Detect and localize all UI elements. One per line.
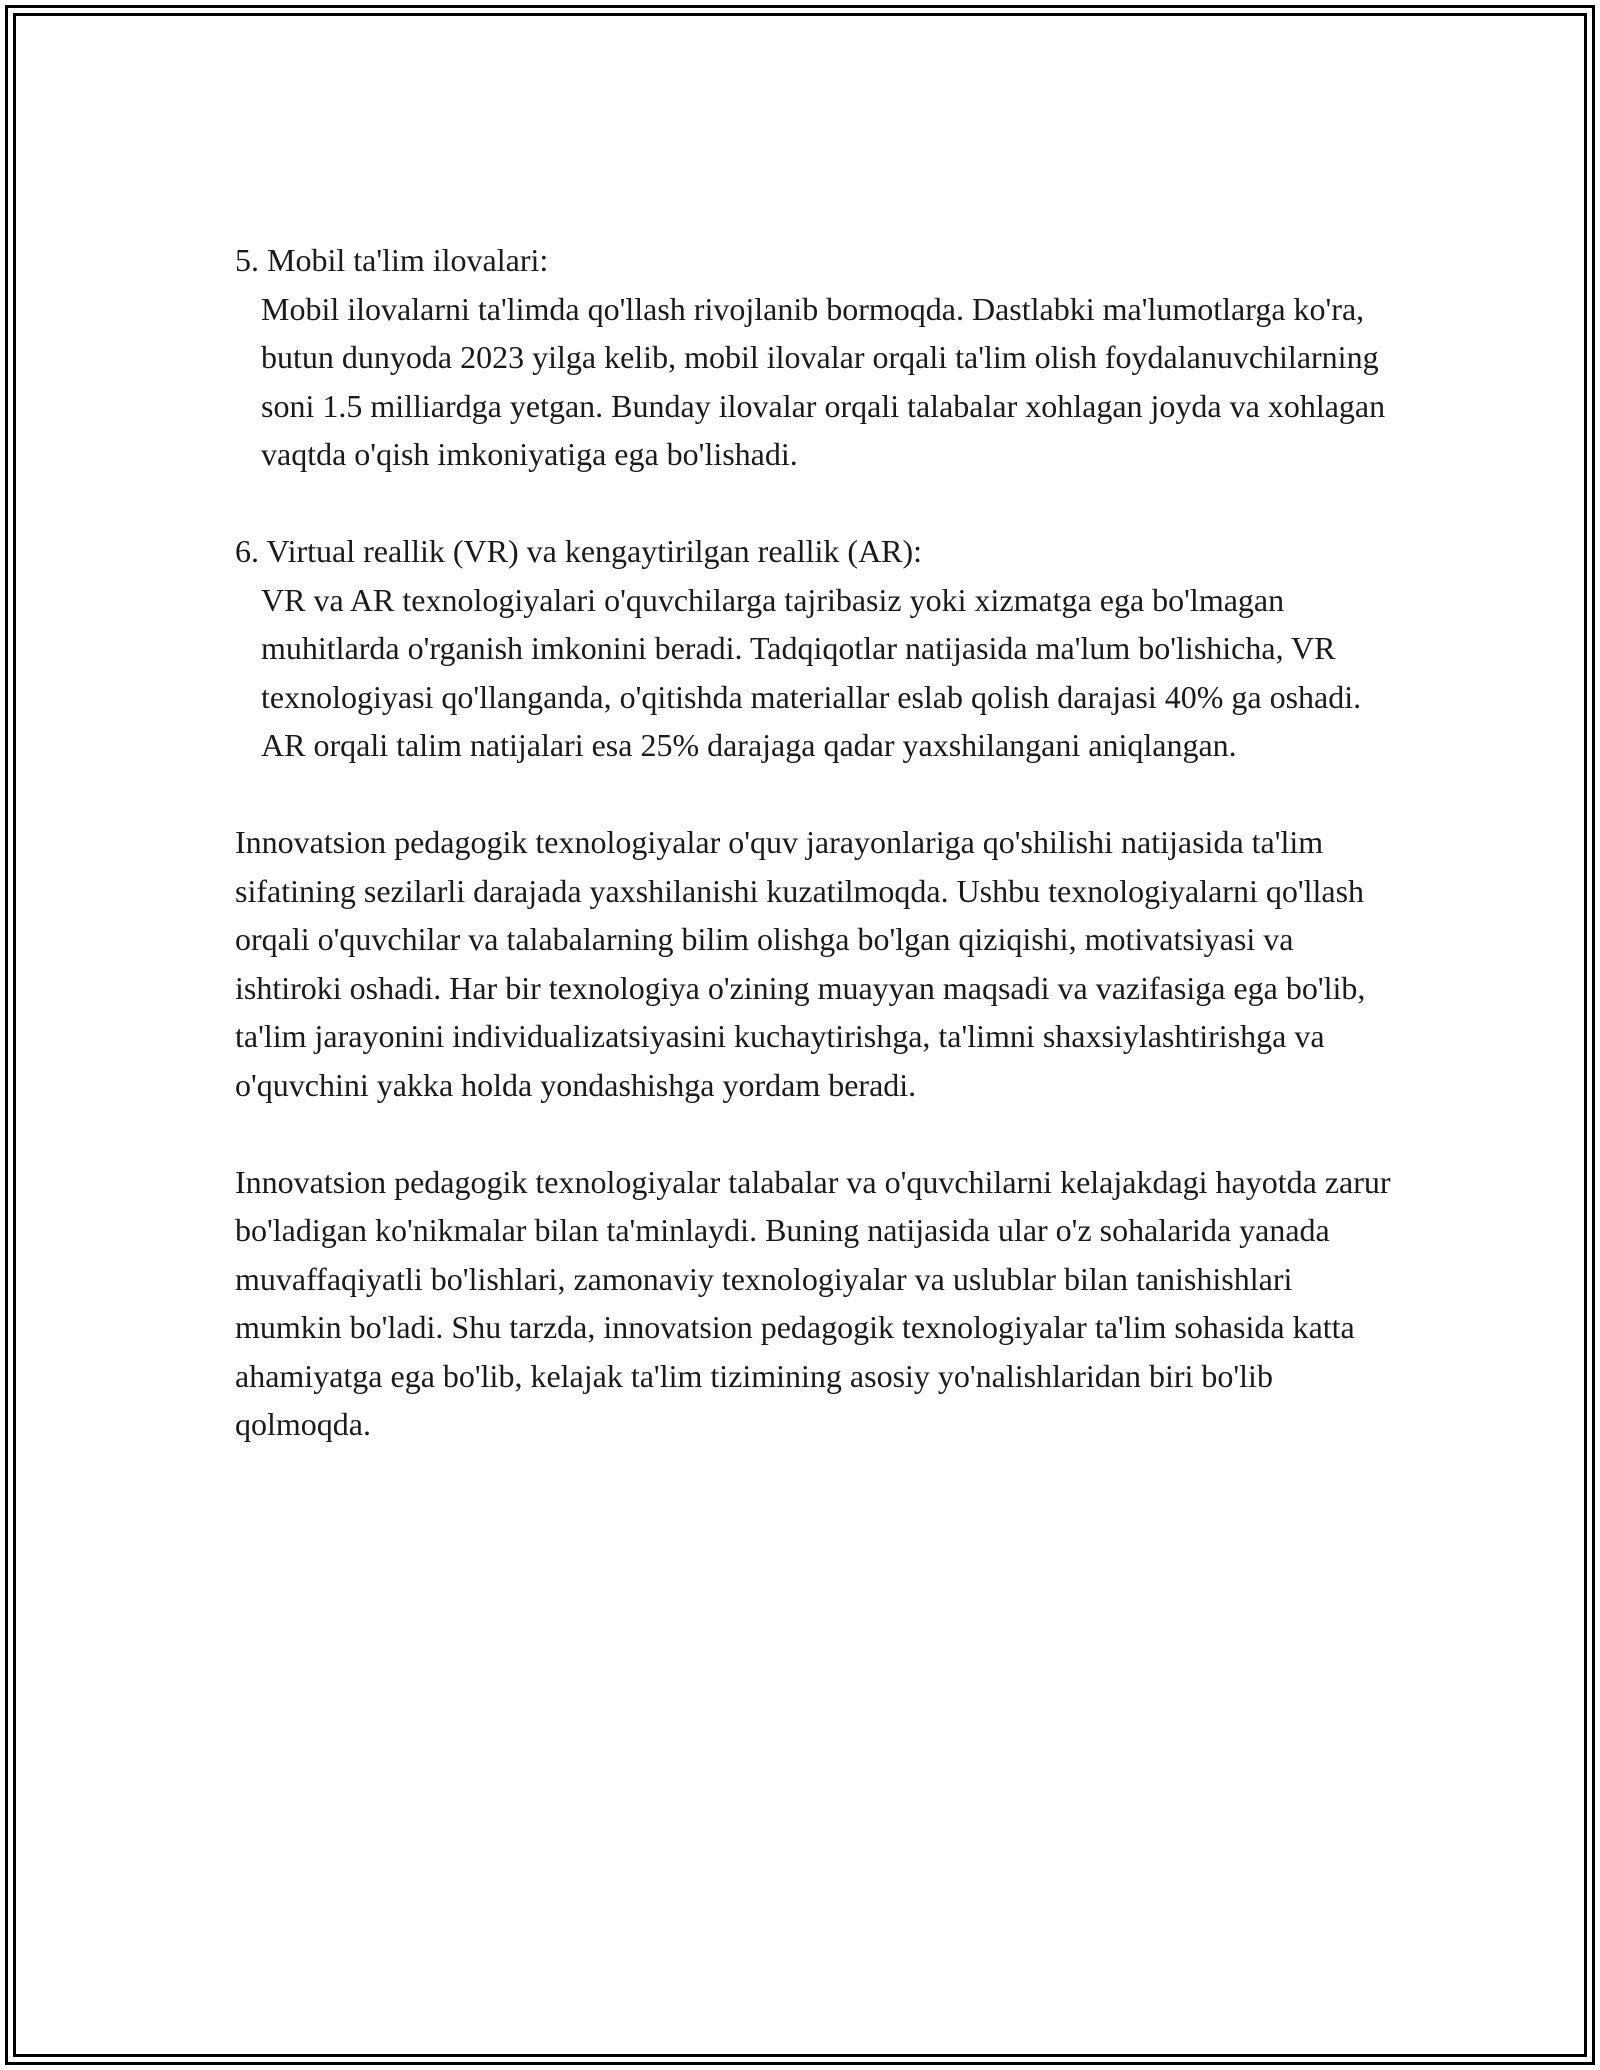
paragraph-innovation-future <box>235 1158 1395 1449</box>
section-mobile-learning <box>235 236 1395 479</box>
paragraph-innovation-quality <box>235 818 1395 1109</box>
paragraph: Innovatsion pedagogik texnologiyalar talabalar va o'quvchilarni kelajakdagi hayotda zarur bo'ladigan ko'nikmalar bilan ta'minlaydi. Buning natijasida ular o'z sohalarida yanada muvaffaqiyatli bo'lishlari, zamonaviy texnologiyalar va uslublar bilan tanishishlari mumkin bo'ladi. Shu tarzda, innovatsion pedagogik texnologiyalar ta'lim sohasida katta ahamiyatga ega bo'lib, kelajak ta'lim tizimining asosiy yo'nalishlaridan biri bo'lib qolmoqda. <box>235 1163 1391 1442</box>
section-vr-ar <box>235 527 1395 770</box>
section-body: Mobil ilovalarni ta'limda qo'llash rivojlanib bormoqda. Dastlabki ma'lumotlarga ko'ra, butun dunyoda 2023 yilga kelib, mobil ilovalar orqali ta'lim olish foydalanuvchilarning soni 1.5 milliardga yetgan. Bunday ilovalar orqali talabalar xohlagan joyda va xohlagan vaqtda o'qish imkoniyatiga ega bo'lishadi. <box>261 290 1386 472</box>
section-heading: 5. Mobil ta'lim ilovalari: <box>235 242 549 278</box>
section-heading: 6. Virtual reallik (VR) va kengaytirilgan reallik (AR): <box>235 533 923 569</box>
paragraph: Innovatsion pedagogik texnologiyalar o'quv jarayonlariga qo'shilishi natijasida ta'lim sifatining sezilarli darajada yaxshilanishi kuzatilmoqda. Ushbu texnologiyalarni qo'llash orqali o'quvchilar va talabalarning bilim olishga bo'lgan qiziqishi, motivatsiyasi va ishtiroki oshadi. Har bir texnologiya o'zining muayyan maqsadi va vazifasiga ega bo'lib, ta'lim jarayonini individualizatsiyasini kuchaytirishga, ta'limni shaxsiylashtirishga va o'quvchini yakka holda yondashishga yordam beradi. <box>235 824 1366 1103</box>
document-body <box>235 236 1395 1497</box>
section-body: VR va AR texnologiyalari o'quvchilarga tajribasiz yoki xizmatga ega bo'lmagan muhitlarda o'rganish imkonini beradi. Tadqiqotlar natijasida ma'lum bo'lishicha, VR texnologiyasi qo'llanganda, o'qitishda materiallar eslab qolish darajasi 40% ga oshadi. AR orqali talim natijalari esa 25% darajaga qadar yaxshilangani aniqlangan. <box>261 581 1362 763</box>
